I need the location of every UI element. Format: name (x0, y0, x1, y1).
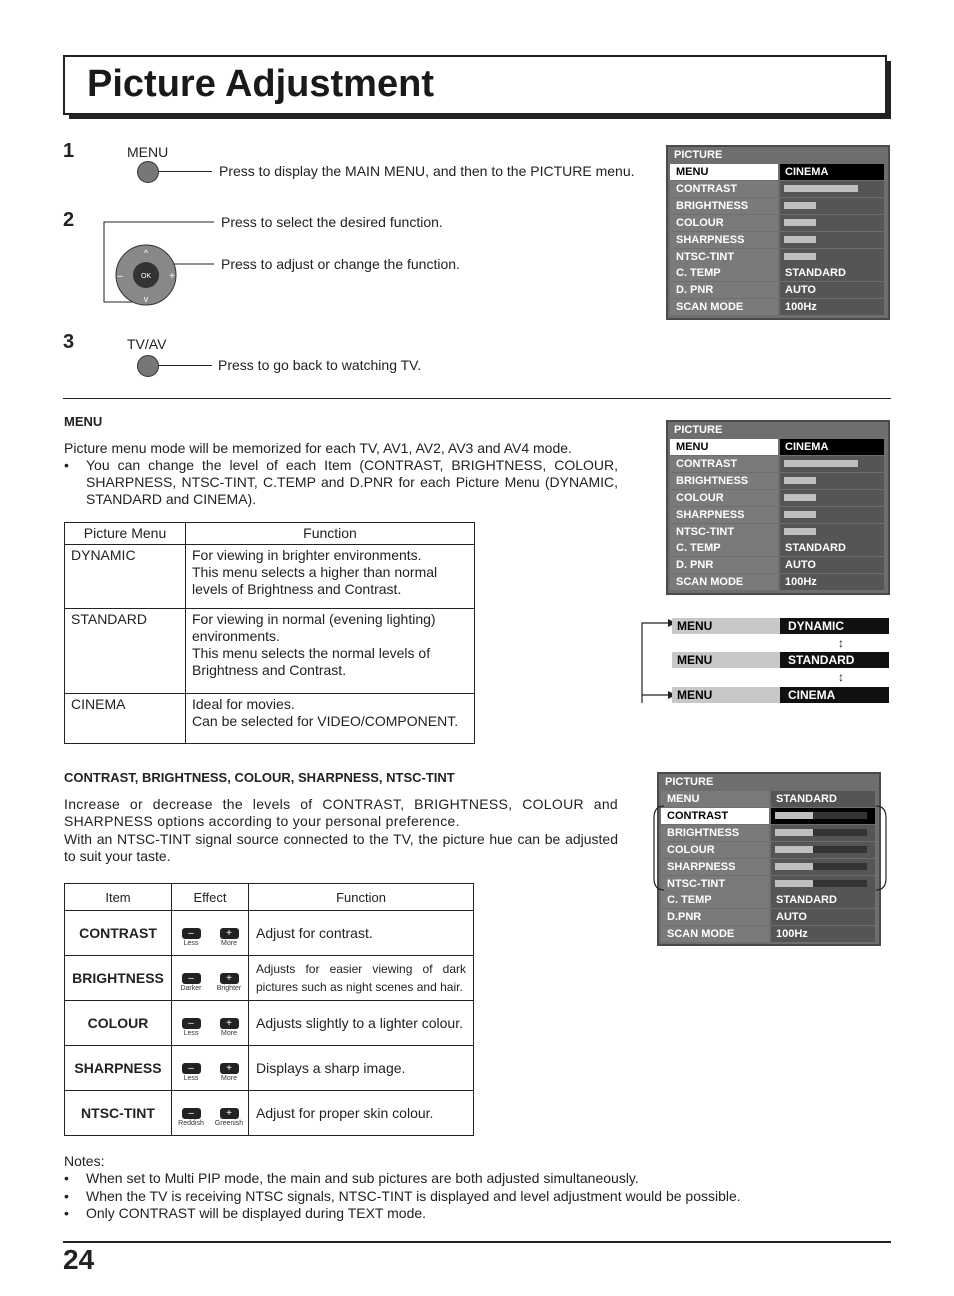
osd-row-label: D. PNR (670, 557, 778, 573)
pm-header-menu: Picture Menu (65, 523, 186, 545)
adj-effect (172, 1091, 249, 1136)
step-1-number: 1 (63, 140, 75, 162)
minus-caption: Reddish (178, 1120, 204, 1127)
osd-row[interactable] (670, 249, 884, 265)
step-2-number: 2 (63, 209, 75, 231)
minus-label: – (117, 271, 123, 282)
contrast-section-heading: CONTRAST, BRIGHTNESS, COLOUR, SHARPNESS, NTSC-TINT (64, 770, 455, 785)
osd-row-label: BRIGHTNESS (670, 198, 778, 214)
bullet-mark: • (64, 1187, 69, 1204)
notes-title: Notes: (64, 1153, 105, 1169)
osd-row-value: AUTO (780, 557, 884, 573)
note-text: When set to Multi PIP mode, the main and sub pictures are both adjusted simultaneously. (86, 1170, 639, 1186)
osd-bar-fill (784, 460, 858, 467)
osd-row-value: STANDARD (771, 892, 875, 908)
footer-rule (63, 1241, 891, 1243)
osd-row-value (780, 232, 884, 248)
osd-row-label: D. PNR (670, 282, 778, 298)
title-box (63, 55, 887, 115)
osd-header: PICTURE (674, 149, 723, 161)
down-label: v (143, 294, 149, 304)
osd-row[interactable] (670, 540, 884, 556)
note-text: When the TV is receiving NTSC signals, NTSC-TINT is displayed and level adjustment would be possible. (86, 1187, 741, 1204)
bullet-mark: • (64, 457, 69, 473)
osd-row-label: C. TEMP (661, 892, 769, 908)
minus-caption: Less (183, 940, 199, 947)
osd-row-value: AUTO (780, 282, 884, 298)
osd-row-label: MENU (670, 164, 778, 180)
ok-label: OK (140, 273, 152, 280)
table-row (65, 1046, 474, 1091)
adj-function: Adjusts slightly to a lighter colour. (249, 1001, 474, 1046)
pm-line: Ideal for movies. (192, 696, 295, 712)
menu-bullet (64, 457, 618, 508)
osd-row[interactable] (670, 265, 884, 281)
adj-effect (172, 1001, 249, 1046)
minus-button[interactable]: – (182, 928, 201, 939)
adj-function: Adjust for contrast. (249, 911, 474, 956)
plus-caption: Greenish (214, 1120, 244, 1127)
menu-cycle-value: DYNAMIC (780, 618, 889, 634)
pm-menu-standard: STANDARD (65, 609, 186, 694)
menu-section-heading: MENU (64, 414, 103, 429)
tvav-button-label: TV/AV (127, 336, 167, 352)
osd-row-value: STANDARD (771, 791, 875, 807)
osd-row[interactable] (670, 456, 884, 472)
menu-button-label: MENU (127, 144, 169, 160)
minus-caption: Less (183, 1075, 199, 1082)
plus-caption: More (221, 1075, 237, 1082)
list-item (64, 1170, 844, 1188)
table-row (65, 694, 475, 744)
plus-caption: More (221, 1030, 237, 1037)
osd-row[interactable] (670, 181, 884, 197)
adj-effect (172, 911, 249, 956)
minus-button[interactable]: – (182, 1108, 201, 1119)
menu-cycle-label: MENU (672, 618, 780, 634)
osd-row-value: STANDARD (780, 540, 884, 556)
osd-header: PICTURE (674, 424, 723, 436)
plus-button[interactable]: + (220, 928, 239, 939)
adj-header-item: Item (65, 884, 172, 911)
osd-row[interactable] (670, 507, 884, 523)
osd-header: PICTURE (665, 776, 714, 788)
pm-line: This menu selects a higher than normal levels of Brightness and Contrast. (192, 564, 438, 597)
osd-row-label: SHARPNESS (661, 859, 769, 875)
menu-cycle-label: MENU (672, 652, 780, 668)
pm-function (186, 545, 475, 609)
osd-row-value (780, 524, 884, 540)
step-2-adjust-text: Press to adjust or change the function. (221, 256, 460, 272)
osd-row-label: COLOUR (670, 490, 778, 506)
step-3-leader (158, 365, 212, 366)
menu-cycle-value: CINEMA (780, 687, 889, 703)
osd-row-label: D.PNR (661, 909, 769, 925)
osd-row-value (780, 456, 884, 472)
bullet-mark: • (64, 1170, 69, 1186)
osd-row-value (780, 215, 884, 231)
osd-row-value: 100Hz (780, 574, 884, 590)
pm-header-function: Function (186, 523, 475, 545)
plus-label: + (169, 271, 175, 282)
adj-item: CONTRAST (65, 911, 172, 956)
osd-row-label: NTSC-TINT (670, 524, 778, 540)
osd-row[interactable] (670, 473, 884, 489)
osd-row-value: CINEMA (780, 164, 884, 180)
menu-cycle-label: MENU (672, 687, 780, 703)
osd-row-value (780, 181, 884, 197)
menu-cycle-cinema (672, 687, 889, 703)
osd-row-label: SCAN MODE (661, 926, 769, 942)
osd-row-label: C. TEMP (670, 540, 778, 556)
osd-bar-fill (784, 511, 816, 518)
osd-row-label: BRIGHTNESS (661, 825, 769, 841)
pm-line: For viewing in brighter environments. (192, 547, 422, 563)
adj-function: Adjust for proper skin colour. (249, 1091, 474, 1136)
adj-function: Displays a sharp image. (249, 1046, 474, 1091)
osd-row[interactable] (670, 164, 884, 180)
pm-line: Can be selected for VIDEO/COMPONENT. (192, 713, 459, 729)
adjustment-table (64, 883, 474, 1136)
osd-row-value (780, 249, 884, 265)
osd-row-value: CINEMA (780, 439, 884, 455)
picture-menu-table (64, 522, 475, 744)
minus-button[interactable]: – (182, 1063, 201, 1074)
list-item (64, 1205, 844, 1223)
osd-row-label: NTSC-TINT (661, 876, 769, 892)
osd-bar-fill (784, 219, 816, 226)
osd-row-label: MENU (670, 439, 778, 455)
page-number: 24 (63, 1244, 95, 1275)
osd-row-label: COLOUR (670, 215, 778, 231)
table-row (65, 609, 475, 694)
notes-list (64, 1170, 844, 1223)
menu-cycle-value: STANDARD (780, 652, 889, 668)
osd-picture-menu-1 (666, 145, 890, 320)
osd-row[interactable] (670, 557, 884, 573)
osd-row-value: STANDARD (780, 265, 884, 281)
osd-row-label: SHARPNESS (670, 232, 778, 248)
bullet-mark: • (64, 1205, 69, 1221)
osd-row-label: MENU (661, 791, 769, 807)
adj-header-function: Function (249, 884, 474, 911)
menu-bullet-text: You can change the level of each Item (CONTRAST, BRIGHTNESS, COLOUR, SHARPNESS, NTSC-TINT, C.TEMP and D.PNR for each Picture Menu (DYNAMIC, STANDARD and CINEMA). (86, 457, 618, 507)
osd-row-label: SCAN MODE (670, 574, 778, 590)
osd-row-label: SHARPNESS (670, 507, 778, 523)
section-divider (63, 398, 891, 399)
osd-row[interactable] (670, 524, 884, 540)
step-3-number: 3 (63, 331, 75, 353)
osd-row-value (780, 507, 884, 523)
page-title: Picture Adjustment (87, 63, 434, 105)
plus-caption: More (221, 940, 237, 947)
osd-row[interactable] (670, 439, 884, 455)
osd-row[interactable] (670, 490, 884, 506)
pm-line: This menu selects the normal levels of Brightness and Contrast. (192, 645, 431, 678)
pm-line: For viewing in normal (evening lighting) environments. (192, 611, 436, 644)
osd-bar-fill (784, 494, 816, 501)
step-2-select-text: Press to select the desired function. (221, 214, 443, 230)
osd-row[interactable] (661, 926, 875, 942)
osd-picture-menu-2 (666, 420, 890, 595)
osd-row-label: CONTRAST (670, 181, 778, 197)
minus-button[interactable]: – (182, 1018, 201, 1029)
minus-button[interactable]: – (182, 973, 201, 984)
contrast-p2: With an NTSC-TINT signal source connected to the TV, the picture hue can be adjusted to suit your taste. (64, 831, 618, 864)
table-row (65, 1001, 474, 1046)
osd-row-value: 100Hz (780, 299, 884, 315)
plus-button[interactable]: + (220, 1018, 239, 1029)
navigation-pad-icon[interactable] (98, 218, 218, 308)
adj-effect (172, 956, 249, 1001)
osd-row[interactable] (661, 909, 875, 925)
osd-row-label: BRIGHTNESS (670, 473, 778, 489)
osd-row-label: CONTRAST (670, 456, 778, 472)
updown-arrow-icon: ↕ (838, 670, 844, 684)
adj-item: SHARPNESS (65, 1046, 172, 1091)
bracket-highlight (650, 802, 890, 894)
table-row (65, 545, 475, 609)
osd-row[interactable] (670, 574, 884, 590)
step-1-leader (158, 171, 212, 172)
menu-intro: Picture menu mode will be memorized for each TV, AV1, AV2, AV3 and AV4 mode. (64, 440, 572, 456)
osd-row-label: NTSC-TINT (670, 249, 778, 265)
osd-row[interactable] (670, 198, 884, 214)
osd-row-label: CONTRAST (661, 808, 769, 824)
adj-function: Adjusts for easier viewing of dark pictures such as night scenes and hair. (249, 956, 474, 1001)
plus-button[interactable]: + (220, 973, 239, 984)
adj-effect (172, 1046, 249, 1091)
pm-function (186, 694, 475, 744)
osd-row[interactable] (670, 215, 884, 231)
menu-cycle-dynamic (672, 618, 889, 634)
note-text: Only CONTRAST will be displayed during TEXT mode. (86, 1205, 427, 1221)
osd-row-value (780, 198, 884, 214)
osd-row[interactable] (670, 282, 884, 298)
pm-function (186, 609, 475, 694)
osd-row-value (780, 473, 884, 489)
osd-row-value (780, 490, 884, 506)
contrast-p1: Increase or decrease the levels of CONTRAST, BRIGHTNESS, COLOUR and SHARPNESS options according to your personal preference. (64, 796, 618, 829)
osd-bar-fill (784, 202, 816, 209)
osd-row-label: C. TEMP (670, 265, 778, 281)
osd-row-value: AUTO (771, 909, 875, 925)
osd-row-label: SCAN MODE (670, 299, 778, 315)
adj-item: COLOUR (65, 1001, 172, 1046)
osd-bar-fill (784, 477, 816, 484)
tvav-button[interactable] (137, 355, 159, 377)
osd-bar-fill (784, 528, 816, 535)
table-row (65, 1091, 474, 1136)
adj-header-effect: Effect (172, 884, 249, 911)
osd-row-label: COLOUR (661, 842, 769, 858)
step-3-text: Press to go back to watching TV. (218, 357, 422, 373)
table-row (65, 956, 474, 1001)
plus-caption: Brighter (216, 985, 242, 992)
plus-button[interactable]: + (220, 1063, 239, 1074)
minus-caption: Darker (180, 985, 202, 992)
menu-button[interactable] (137, 161, 159, 183)
plus-button[interactable]: + (220, 1108, 239, 1119)
table-row (65, 911, 474, 956)
osd-bar-fill (784, 236, 816, 243)
list-item (64, 1188, 844, 1206)
osd-row[interactable] (661, 892, 875, 908)
osd-row[interactable] (670, 299, 884, 315)
updown-arrow-icon: ↕ (838, 636, 844, 650)
pm-menu-dynamic: DYNAMIC (65, 545, 186, 609)
osd-row[interactable] (670, 232, 884, 248)
up-label: ^ (143, 248, 149, 258)
osd-row-value: 100Hz (771, 926, 875, 942)
minus-caption: Less (183, 1030, 199, 1037)
adj-item: BRIGHTNESS (65, 956, 172, 1001)
menu-cycle-standard (672, 652, 889, 668)
adj-item: NTSC-TINT (65, 1091, 172, 1136)
pm-menu-cinema: CINEMA (65, 694, 186, 744)
osd-bar-fill (784, 185, 858, 192)
osd-bar-fill (784, 253, 816, 260)
step-1-text: Press to display the MAIN MENU, and then to the PICTURE menu. (219, 163, 635, 179)
